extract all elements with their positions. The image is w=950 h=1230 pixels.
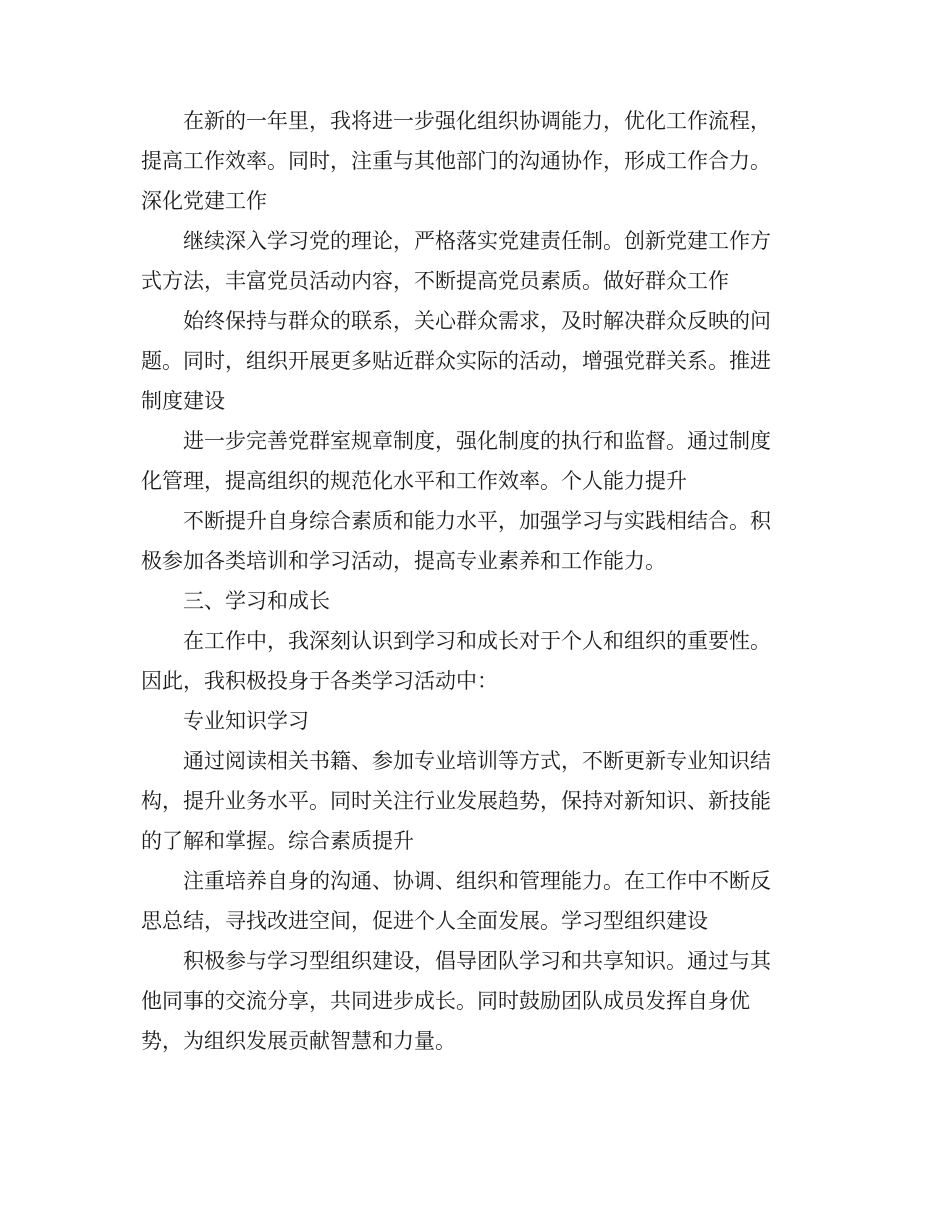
text-line: 不断提升自身综合素质和能力水平，加强学习与实践相结合。积 [183,509,771,533]
text-line: 通过阅读相关书籍、参加专业培训等方式，不断更新专业知识结 [183,749,771,773]
text-line: 在工作中，我深刻认识到学习和成长对于个人和组织的重要性。 [183,629,771,653]
section-heading-party-building: 深化党建工作 [141,189,267,213]
section-heading-professional-knowledge: 专业知识学习 [183,709,309,733]
text-line: 在新的一年里，我将进一步强化组织协调能力，优化工作流程， [183,109,771,133]
text-line: 积极参与学习型组织建设，倡导团队学习和共享知识。通过与其 [183,949,771,973]
text-line: 进一步完善党群室规章制度，强化制度的执行和监督。通过制度 [183,429,771,453]
text-line: 化管理，提高组织的规范化水平和工作效率。个人能力提升 [141,469,687,493]
text-line: 他同事的交流分享，共同进步成长。同时鼓励团队成员发挥自身优 [141,989,750,1013]
text-line: 式方法，丰富党员活动内容，不断提高党员素质。做好群众工作 [141,269,729,293]
text-line: 极参加各类培训和学习活动，提高专业素养和工作能力。 [141,549,666,573]
text-line: 因此，我积极投身于各类学习活动中： [141,669,498,693]
text-line: 思总结，寻找改进空间，促进个人全面发展。学习型组织建设 [141,909,708,933]
text-line: 提高工作效率。同时，注重与其他部门的沟通协作，形成工作合力。 [141,149,771,173]
text-line: 继续深入学习党的理论，严格落实党建责任制。创新党建工作方 [183,229,771,253]
text-line: 的了解和掌握。综合素质提升 [141,829,414,853]
document-body [141,101,801,1061]
text-line: 始终保持与群众的联系，关心群众需求，及时解决群众反映的问 [183,309,771,333]
text-line: 注重培养自身的沟通、协调、组织和管理能力。在工作中不断反 [183,869,771,893]
section-heading-learning-growth: 三、学习和成长 [183,589,330,613]
section-heading-system-building: 制度建设 [141,389,225,413]
text-line: 势，为组织发展贡献智慧和力量。 [141,1029,456,1053]
text-line: 构，提升业务水平。同时关注行业发展趋势，保持对新知识、新技能 [141,789,771,813]
text-line: 题。同时，组织开展更多贴近群众实际的活动，增强党群关系。推进 [141,349,771,373]
